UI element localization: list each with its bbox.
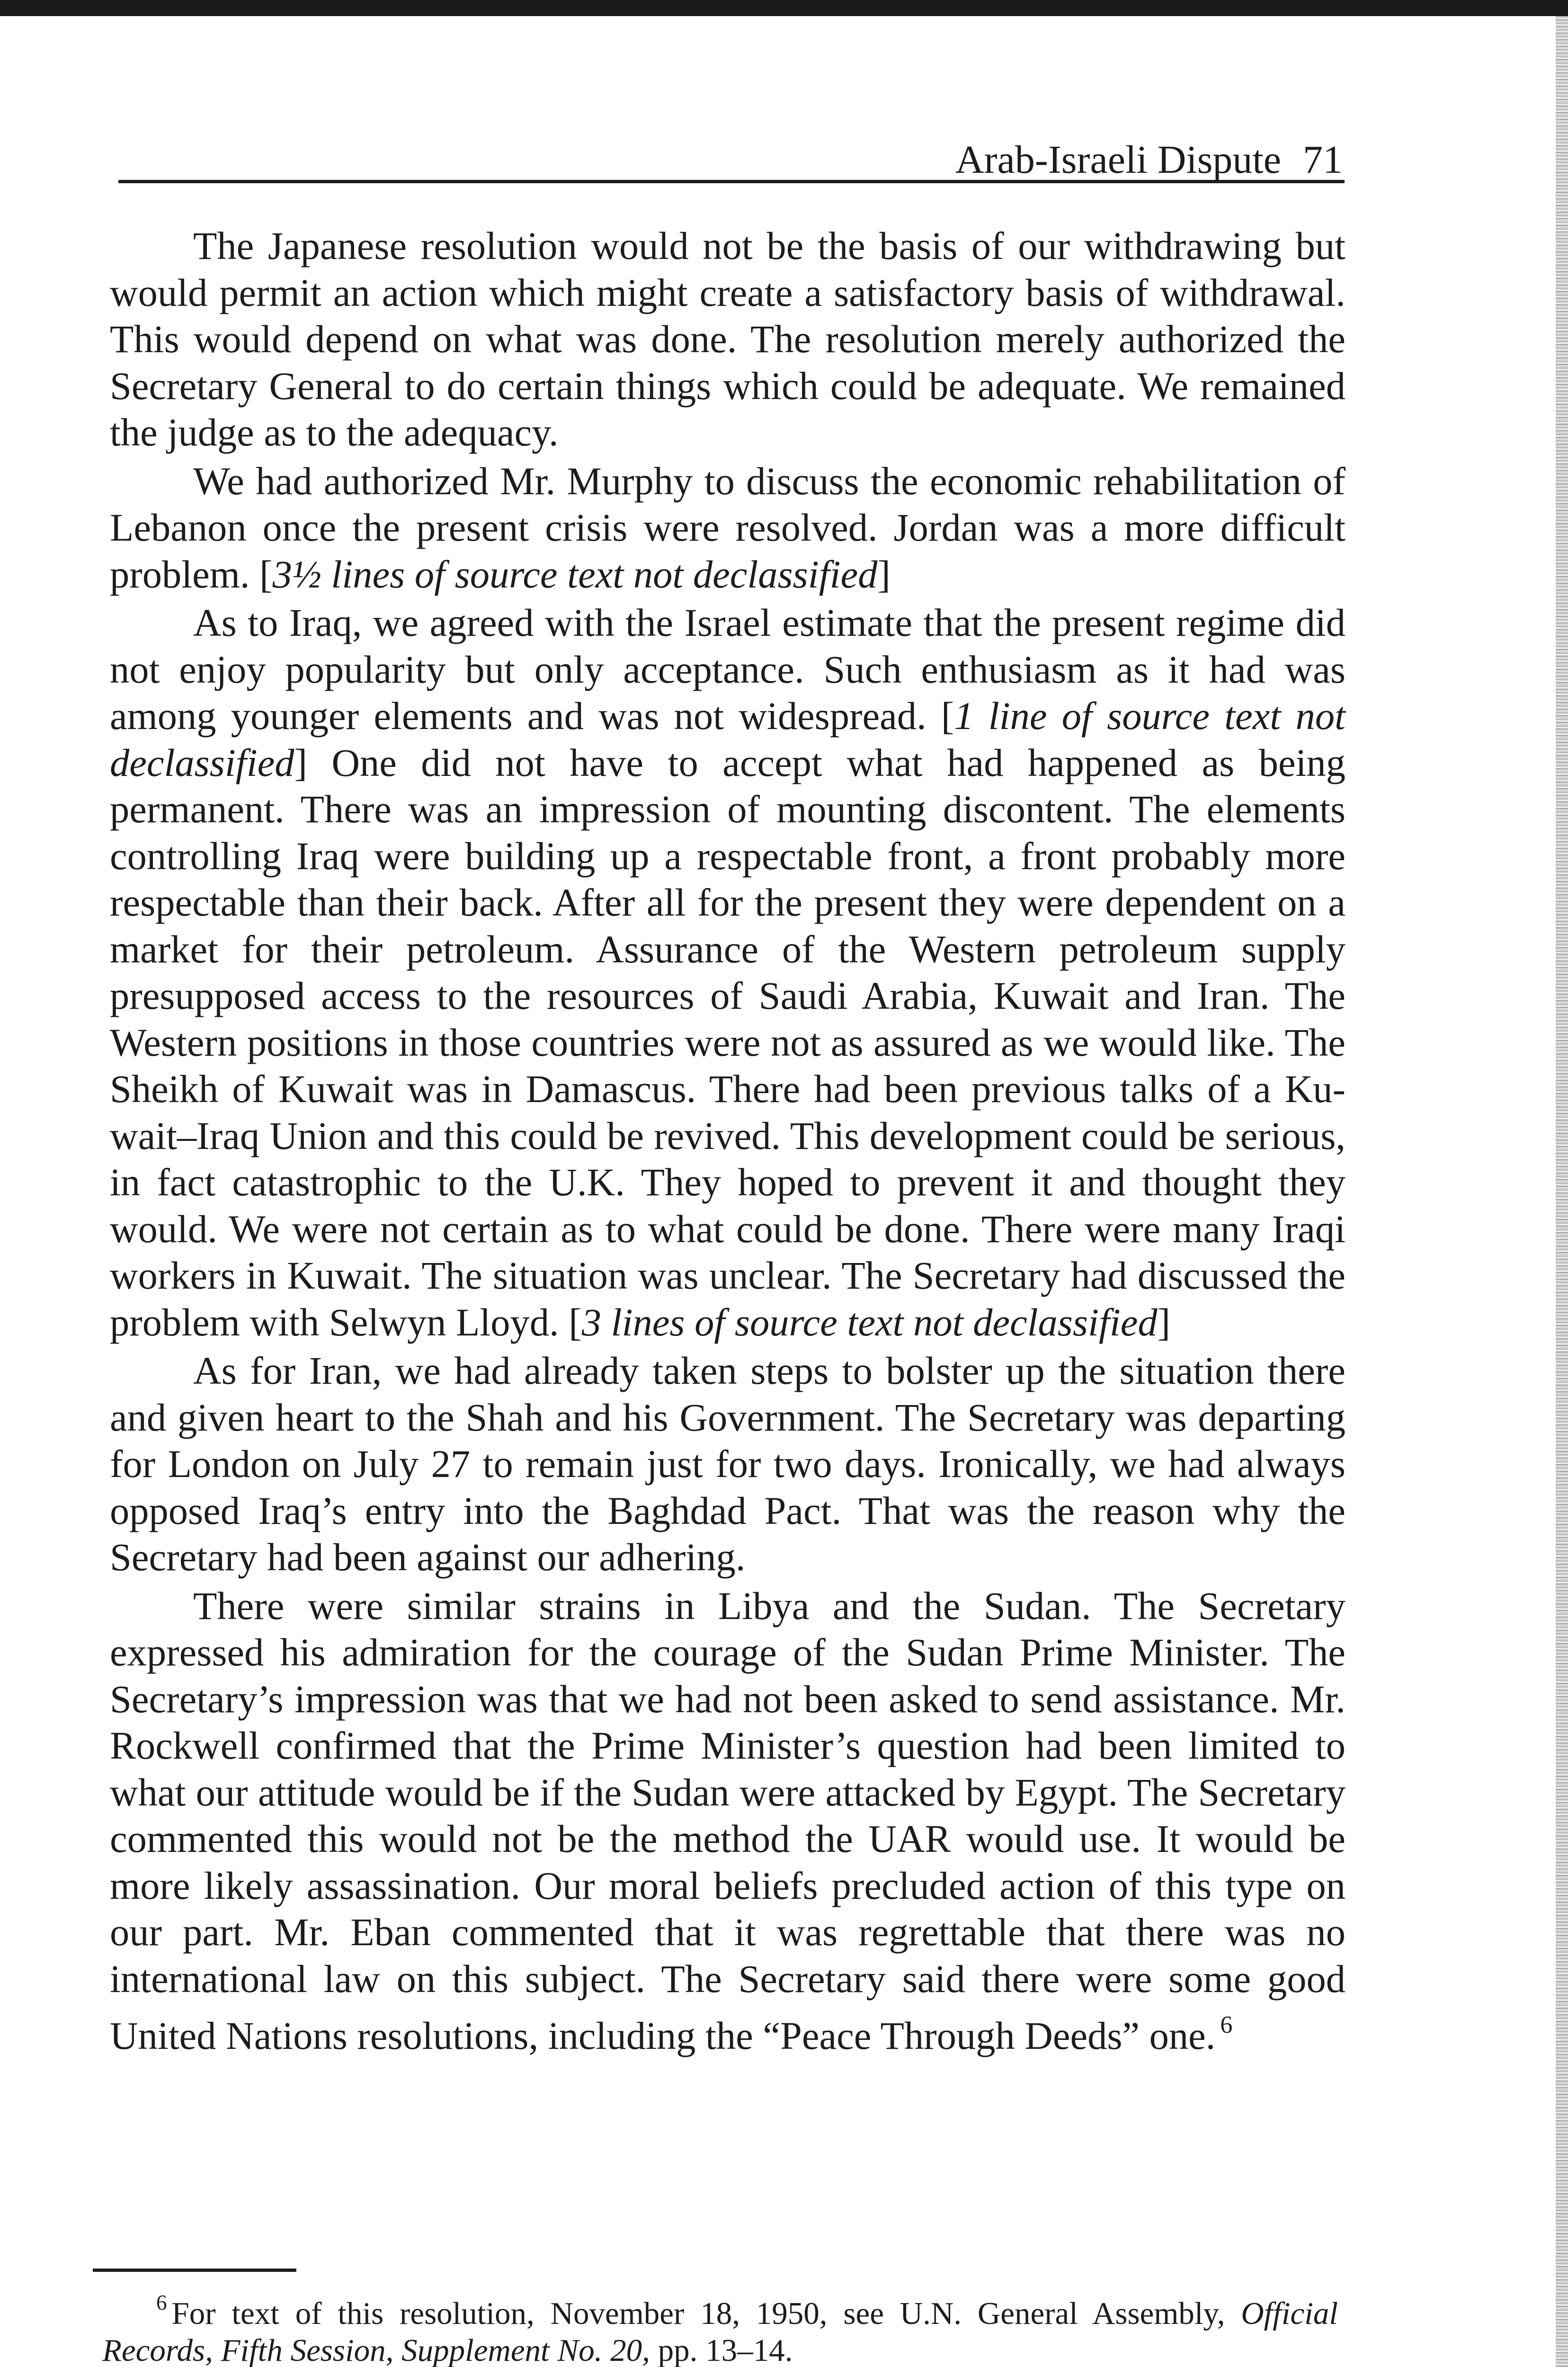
paragraph-text: We had authorized Mr. Murphy to discuss the economic rehabilitation of Lebanon once the present crisis were resolved. Jordan was a more difficult problem. [ xyxy=(110,459,1345,596)
running-title: Arab-Israeli Dispute xyxy=(955,138,1281,182)
declassification-note: 1 line of source text not declassified xyxy=(110,694,1345,784)
footnote-marker: 6 xyxy=(156,2291,167,2314)
footnote-pages: pp. 13–14. xyxy=(650,2333,793,2367)
paragraph-iran: As for Iran, we had already taken steps to bolster up the situation there and given heart to the Shah and his Government. The Secretary was departing for London on July 27 to remain just for two days. Ironically, we had always opposed Iraq’s entry into the Baghdad Pact. That was the reason why the Secretary had been against our adhering. xyxy=(110,1349,1345,1579)
paragraph-text: There were similar strains in Libya and the Sudan. The Secretary expressed his admiration for the courage of the Sudan Prime Minister. The Secretary’s impression was that we had not been asked to send assistance. Mr. Rockwell confirmed that the Prime Minister’s question had been limited to what our attitude would be if the Sudan were attacked by Egypt. The Secretary commented this would not be the method the UAR would use. It would be more likely assassination. Our moral beliefs precluded action of this type on our part. Mr. Eban commented that it was regrettable that there was no international law on this subject. The Secretary said there were some good United Nations resolutions, including the “Peace Through Deeds” one. xyxy=(110,1584,1345,2057)
footnote-text xyxy=(102,2284,1338,2367)
body-text xyxy=(110,222,1345,2061)
paragraph-iraq xyxy=(110,599,1345,1345)
footnote-rule xyxy=(93,2269,296,2272)
page-number: 71 xyxy=(1303,138,1343,182)
paragraph-text: ] One did not have to accept what had happened as being permanent. There was an impression of mounting discontent. The elements controlling Iraq were building up a respectable front, a front probably more respectable than their back. After all for the present they were dependent on a market for their petroleum. Assurance of the Western petroleum supply presupposed access to the resources of Saudi Arabia, Kuwait and Iran. The Western positions in those countries were not as assured as we would like. The Sheikh of Kuwait was in Damascus. There had been previous talks of a Kuwait–Iraq Union and this could be revived. This development could be serious, in fact catastrophic to the U.K. They hoped to prevent it and thought they would. We were not certain as to what could be done. There were many Iraqi workers in Kuwait. The situation was unclear. The Secretary had discussed the problem with Selwyn Lloyd. [ xyxy=(110,740,1345,1344)
paragraph-libya-sudan xyxy=(110,1583,1345,2059)
bracket-close: ] xyxy=(1157,1300,1171,1344)
paragraph-lebanon-jordan xyxy=(110,458,1345,598)
paragraph-text: As to Iraq, we agreed with the Israel estimate that the present regime did not enjoy popularity but only acceptance. Such enthusiasm as it had was among younger elements and was not widespread. [ xyxy=(110,601,1345,738)
bracket-close: ] xyxy=(877,552,891,596)
declassification-note: 3 lines of source text not declassified xyxy=(581,1300,1158,1344)
scan-right-edge xyxy=(1556,16,1568,2367)
footnote-body: For text of this resolution, November 18, 1950, see U.N. General Assembly, xyxy=(171,2296,1241,2331)
paragraph-japanese-resolution: The Japanese resolution would not be the basis of our withdrawing but would permit an action which might create a satisfactory basis of withdrawal. This would depend on what was done. The resolution merely authorized the Secretary General to do certain things which could be adequate. We remained the judge as to the adequacy. xyxy=(110,224,1345,454)
scan-top-edge xyxy=(0,0,1568,16)
footnote xyxy=(102,2284,1338,2367)
declassification-note: 3½ lines of source text not declassified xyxy=(272,552,878,596)
footnote-reference: 6 xyxy=(1220,2011,1233,2038)
footnote-citation: Official Records, Fifth Session, Supplement No. 20, xyxy=(102,2296,1338,2367)
running-head xyxy=(118,128,1345,183)
